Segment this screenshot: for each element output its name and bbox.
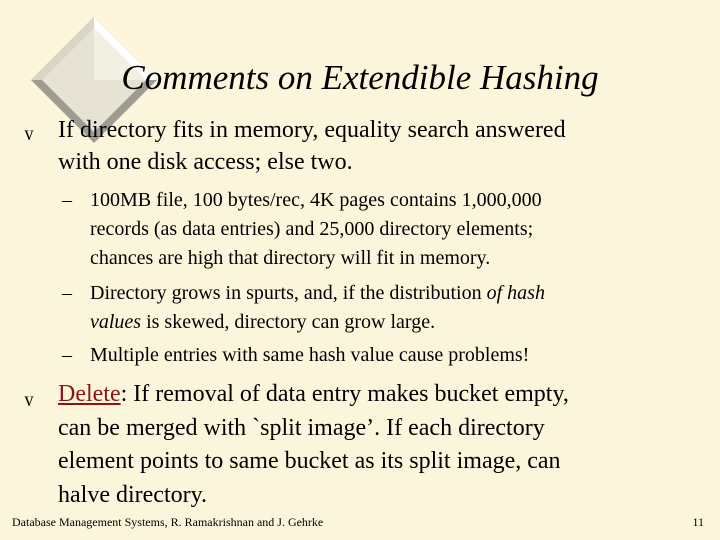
sub-bullet-1-line-3: chances are high that directory will fit in memory. bbox=[90, 247, 491, 269]
bullet-2-line-1 bbox=[58, 378, 569, 412]
sub-bullet-2-line-2 bbox=[90, 308, 545, 337]
bullet-1-line-2: with one disk access; else two. bbox=[58, 149, 353, 175]
sub-bullet-2-text: Directory grows in spurts, and, if the distribution bbox=[90, 282, 487, 304]
bullet-2-text: : If removal of data entry makes bucket empty, bbox=[120, 381, 569, 407]
sub-bullet-2-line-1 bbox=[90, 279, 545, 308]
sub-bullet-3-line-1: Multiple entries with same hash value cause problems! bbox=[90, 344, 530, 366]
sub-bullet-dash: – bbox=[62, 189, 72, 211]
sub-bullet-2-italic-text: of hash bbox=[486, 282, 545, 304]
sub-bullet-dash: – bbox=[62, 282, 72, 304]
bullet-2-line-4: halve directory. bbox=[58, 481, 208, 508]
sub-bullet-2-italic-text: values bbox=[90, 311, 142, 333]
sub-bullet-2-text: is skewed, directory can grow large. bbox=[141, 311, 436, 333]
slide-title: Comments on Extendible Hashing bbox=[121, 58, 599, 97]
sub-bullet-3 bbox=[90, 341, 529, 370]
bullet-2-line-2: can be merged with `split image’. If each directory bbox=[58, 414, 545, 441]
page-number: 11 bbox=[692, 515, 704, 529]
sub-bullet-1-line-1: 100MB file, 100 bytes/rec, 4K pages contains 1,000,000 bbox=[90, 189, 542, 211]
bullet-marker-icon: v bbox=[24, 123, 34, 145]
sub-bullet-dash: – bbox=[62, 344, 72, 366]
delete-keyword: Delete bbox=[58, 381, 121, 407]
slide-footer: Database Management Systems, R. Ramakrishnan and J. Gehrke bbox=[12, 515, 324, 529]
bullet-marker-icon: v bbox=[24, 389, 34, 411]
sub-bullet-1-line-2: records (as data entries) and 25,000 directory elements; bbox=[90, 218, 534, 240]
sub-bullet-1 bbox=[90, 186, 542, 273]
bullet-1-line-1: If directory fits in memory, equality search answered bbox=[58, 117, 566, 143]
sub-bullet-2 bbox=[90, 279, 545, 337]
bullet-1 bbox=[58, 114, 566, 178]
bullet-2 bbox=[58, 378, 569, 512]
bullet-2-line-3: element points to same bucket as its split image, can bbox=[58, 448, 561, 474]
